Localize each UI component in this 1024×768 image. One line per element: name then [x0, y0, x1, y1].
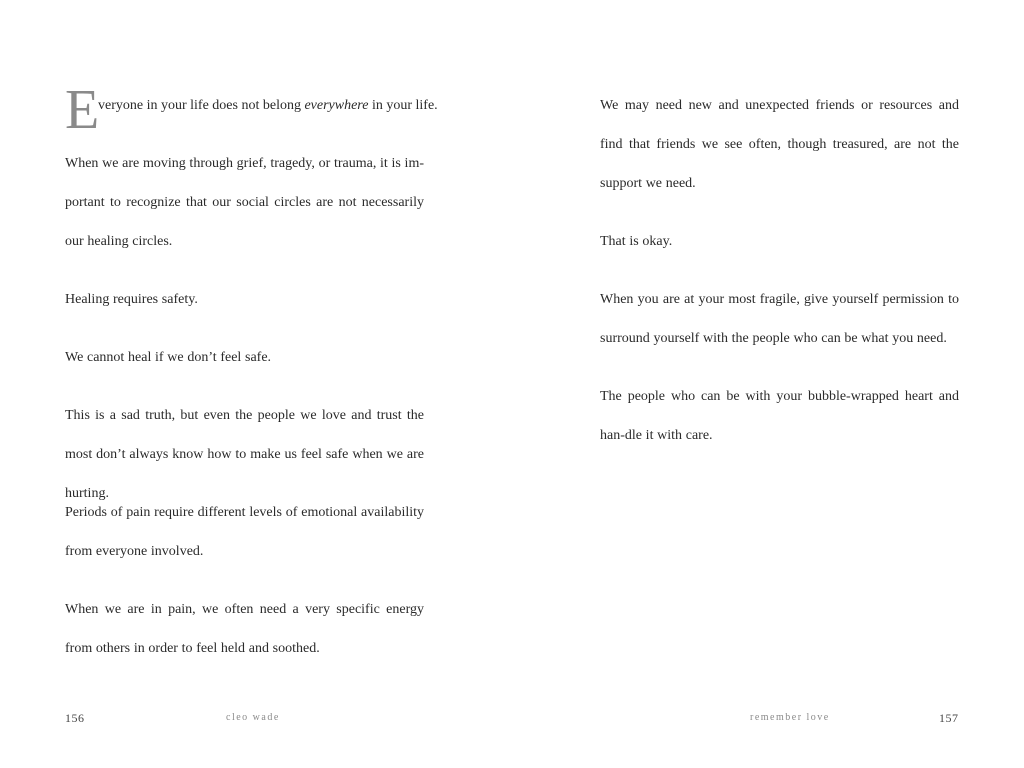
paragraph-most-fragile: When you are at your most fragile, give yourself permission to surround yourself with the people who can be what you need.: [600, 292, 959, 346]
paragraph-healing-safety: Healing requires safety.: [65, 292, 198, 307]
paragraph-specific-energy: When we are in pain, we often need a very specific energy from others in order to feel held and soothed.: [65, 602, 424, 656]
opening-line: veryone in your life does not belong everywhere in your life.: [98, 98, 438, 113]
paragraph-cannot-heal: We cannot heal if we don’t feel safe.: [65, 350, 272, 365]
drop-cap: E: [65, 79, 100, 141]
paragraph-that-is-okay: That is okay.: [600, 234, 673, 249]
paragraph-periods-of-pain: Periods of pain require different levels of emotional availability from everyone involved.: [65, 505, 424, 559]
running-head-title: remember love: [750, 712, 830, 723]
page-number-right: 157: [939, 711, 959, 725]
emphasis-everywhere: everywhere: [304, 98, 369, 113]
page-number-left: 156: [65, 711, 85, 725]
running-head-author: cleo wade: [226, 712, 280, 723]
paragraph-bubble-wrapped-heart: The people who can be with your bubble-wrapped heart and han-dle it with care.: [600, 389, 959, 443]
right-page: [512, 0, 1024, 768]
paragraph-sad-truth: This is a sad truth, but even the people we love and trust the most don’t always know how to make us feel safe when we are hurting.: [65, 408, 424, 501]
paragraph-grief: When we are moving through grief, tragedy, or trauma, it is im-portant to recognize that our social circles are not necessarily our healing circles.: [65, 156, 424, 249]
paragraph-new-friends: We may need new and unexpected friends or resources and find that friends we see often, though treasured, are not the support we need.: [600, 98, 959, 191]
